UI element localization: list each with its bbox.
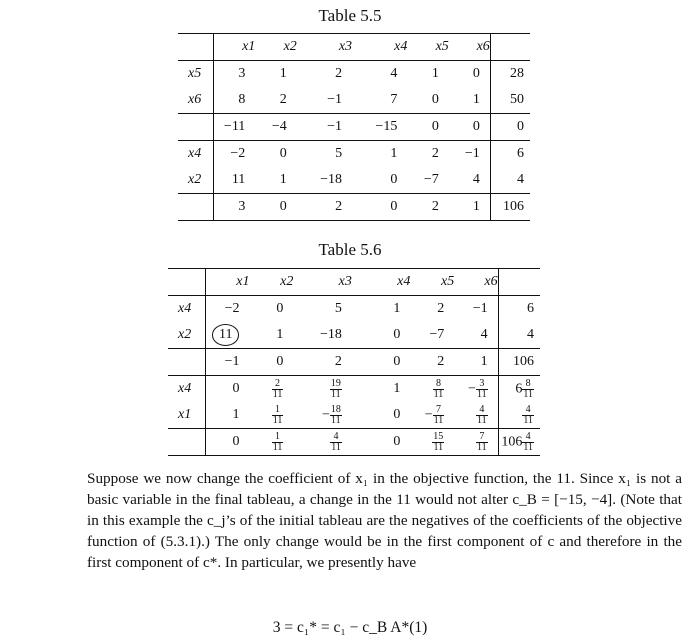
rhs-cell: 28 xyxy=(490,61,530,88)
tableau-cell: $\frac{8}{11}$ xyxy=(410,376,454,403)
tableau-cell: 4 xyxy=(472,172,480,187)
table-5-6 xyxy=(168,268,540,456)
column-header: x3 xyxy=(297,34,352,61)
tableau-cell: 1 xyxy=(232,407,240,422)
column-header: x1 xyxy=(206,269,250,296)
tableau-cell: 3 xyxy=(214,194,256,221)
tableau-cell: −15 xyxy=(352,114,407,141)
tableau-row xyxy=(168,296,540,323)
tableau-cell: 0 xyxy=(352,194,407,221)
tableau-cell: 4 xyxy=(352,61,407,88)
body-paragraph: Suppose we now change the coefficient of x₁ in the objective function, the 11. Since x₁ is not a basic variable in the final tableau, a change in the 11 would not alter c_B = [−15, −4]. (Note that in this example the c_j’s of the initial tableau are the negatives of the coefficients of the objective function of (5.3.1).) The only change would be in the first component of c and therefore in the first component of c*. In particular, we presently have xyxy=(87,470,682,571)
tableau-cell: 1 xyxy=(472,92,480,107)
rhs-cell: 4 xyxy=(490,167,530,194)
rhs-cell: 4 xyxy=(498,322,540,349)
tableau-cell: −1 xyxy=(206,349,250,376)
tableau-cell: 0 xyxy=(255,141,296,168)
column-header: x6 xyxy=(449,34,491,61)
basis-label: x2 xyxy=(168,322,206,349)
tableau-cell: 0 xyxy=(449,61,491,88)
pivot-element: 11 xyxy=(212,324,239,346)
tableau-cell: 0 xyxy=(407,114,448,141)
basis-label xyxy=(168,429,206,456)
tableau-cell: 8 xyxy=(238,92,246,107)
tableau-cell: 0 xyxy=(390,172,398,187)
tableau-cell: 0 xyxy=(352,349,411,376)
tableau-cell: 1 xyxy=(279,172,287,187)
tableau-cell: $\frac{19}{11}$ xyxy=(293,376,352,403)
tableau-cell: $\frac{4}{11}$ xyxy=(477,403,487,426)
tableau-cell: 0 xyxy=(352,429,411,456)
tableau-cell: −1 xyxy=(454,296,498,323)
tableau-cell: 1 xyxy=(255,61,296,88)
tableau-cell: − $\frac{18}{11}$ xyxy=(321,403,341,426)
tableau-cell: 2 xyxy=(407,194,448,221)
tableau-cell: $\frac{1}{11}$ xyxy=(272,403,283,426)
tableau-row xyxy=(168,349,540,376)
tableau-cell xyxy=(206,322,250,349)
rhs-cell: 0 xyxy=(490,114,530,141)
tableau-cell: $\frac{15}{11}$ xyxy=(410,429,454,456)
tableau-cell: 2 xyxy=(293,349,352,376)
tableau-cell: 0 xyxy=(206,376,250,403)
tableau-cell: −1 xyxy=(449,141,491,168)
tableau-cell: 0 xyxy=(249,349,293,376)
tableau-cell: −1 xyxy=(297,114,352,141)
tableau-cell: $\frac{2}{11}$ xyxy=(249,376,293,403)
tableau-cell: $\frac{4}{11}$ xyxy=(293,429,352,456)
column-header: x4 xyxy=(352,269,411,296)
tableau-row xyxy=(178,61,530,88)
rhs-cell: 6 xyxy=(498,296,540,323)
tableau-cell: −4 xyxy=(255,114,296,141)
tableau-row xyxy=(178,114,530,141)
basis-label: x4 xyxy=(168,376,206,403)
tableau-row xyxy=(178,87,530,114)
tableau-cell: 2 xyxy=(407,141,448,168)
tableau-row xyxy=(178,194,530,221)
tableau-cell: $\frac{7}{11}$ xyxy=(454,429,498,456)
column-header: x5 xyxy=(407,34,448,61)
tableau-row xyxy=(168,322,540,349)
tableau-cell: −2 xyxy=(206,296,250,323)
tableau-cell: 4 xyxy=(480,327,488,342)
tableau-row xyxy=(168,402,540,429)
tableau-row xyxy=(168,376,540,403)
tableau-cell: 5 xyxy=(293,296,352,323)
tableau-cell: 1 xyxy=(449,194,491,221)
basis-label: x4 xyxy=(178,141,214,168)
rhs-cell: 6 xyxy=(490,141,530,168)
tableau-cell: 0 xyxy=(255,194,296,221)
tableau-cell: − $\frac{7}{11}$ xyxy=(424,403,444,426)
table-5-5 xyxy=(178,33,530,221)
tableau-cell: 11 xyxy=(231,172,246,187)
tableau-cell: 3 xyxy=(214,61,256,88)
tableau-cell: 1 xyxy=(407,61,448,88)
tableau-cell: 0 xyxy=(249,296,293,323)
tableau-cell: 0 xyxy=(449,114,491,141)
rhs-cell: 6 $\frac{8}{11}$ xyxy=(498,376,540,403)
rhs-cell: 106 xyxy=(498,349,540,376)
tableau-cell: −7 xyxy=(423,172,439,187)
tableau-cell: 5 xyxy=(297,141,352,168)
tableau-cell: $\frac{1}{11}$ xyxy=(249,429,293,456)
basis-label: x1 xyxy=(168,402,206,429)
tableau-cell: 7 xyxy=(390,92,398,107)
tableau-cell: 0 xyxy=(431,92,439,107)
column-header: x4 xyxy=(352,34,407,61)
tableau-cell: −7 xyxy=(429,327,445,342)
rhs-cell: $\frac{4}{11}$ xyxy=(498,402,540,429)
tableau-cell: −2 xyxy=(214,141,256,168)
basis-label xyxy=(178,114,214,141)
tableau-cell: 2 xyxy=(410,349,454,376)
tableau-cell: 1 xyxy=(276,327,284,342)
basis-label xyxy=(168,349,206,376)
column-header: x5 xyxy=(410,269,454,296)
column-header: x3 xyxy=(293,269,352,296)
rhs-cell: 106 $\frac{4}{11}$ xyxy=(498,429,540,456)
table-5-6-title: Table 5.6 xyxy=(318,240,382,259)
tableau-row xyxy=(178,167,530,194)
basis-label xyxy=(178,194,214,221)
tableau-cell: 2 xyxy=(279,92,287,107)
tableau-cell: − $\frac{3}{11}$ xyxy=(454,376,498,403)
tableau-cell: 1 xyxy=(454,349,498,376)
tableau-cell: 0 xyxy=(206,429,250,456)
basis-label: x2 xyxy=(178,167,214,194)
tableau-cell: 0 xyxy=(393,327,401,342)
basis-label: x5 xyxy=(178,61,214,88)
tableau-cell: −18 xyxy=(320,172,343,187)
tableau-row xyxy=(178,141,530,168)
basis-label: x6 xyxy=(178,87,214,114)
column-header: x1 xyxy=(214,34,256,61)
column-header: x2 xyxy=(255,34,296,61)
column-header: x2 xyxy=(249,269,293,296)
tableau-cell: −18 xyxy=(319,327,342,342)
rhs-cell: 106 xyxy=(490,194,530,221)
tableau-cell: 0 xyxy=(393,407,401,422)
tableau-cell: 1 xyxy=(352,296,411,323)
tableau-cell: 2 xyxy=(410,296,454,323)
tableau-row xyxy=(168,429,540,456)
tableau-cell: 1 xyxy=(352,376,411,403)
equation: 3 = c₁* = c₁ − c_B A*(1) xyxy=(272,619,428,636)
tableau-cell: 2 xyxy=(297,61,352,88)
tableau-cell: 2 xyxy=(297,194,352,221)
basis-label: x4 xyxy=(168,296,206,323)
tableau-cell: −11 xyxy=(214,114,256,141)
column-header: x6 xyxy=(454,269,498,296)
tableau-cell: 1 xyxy=(352,141,407,168)
rhs-cell: 50 xyxy=(490,87,530,114)
table-5-5-title: Table 5.5 xyxy=(318,6,382,25)
tableau-cell: −1 xyxy=(327,92,343,107)
